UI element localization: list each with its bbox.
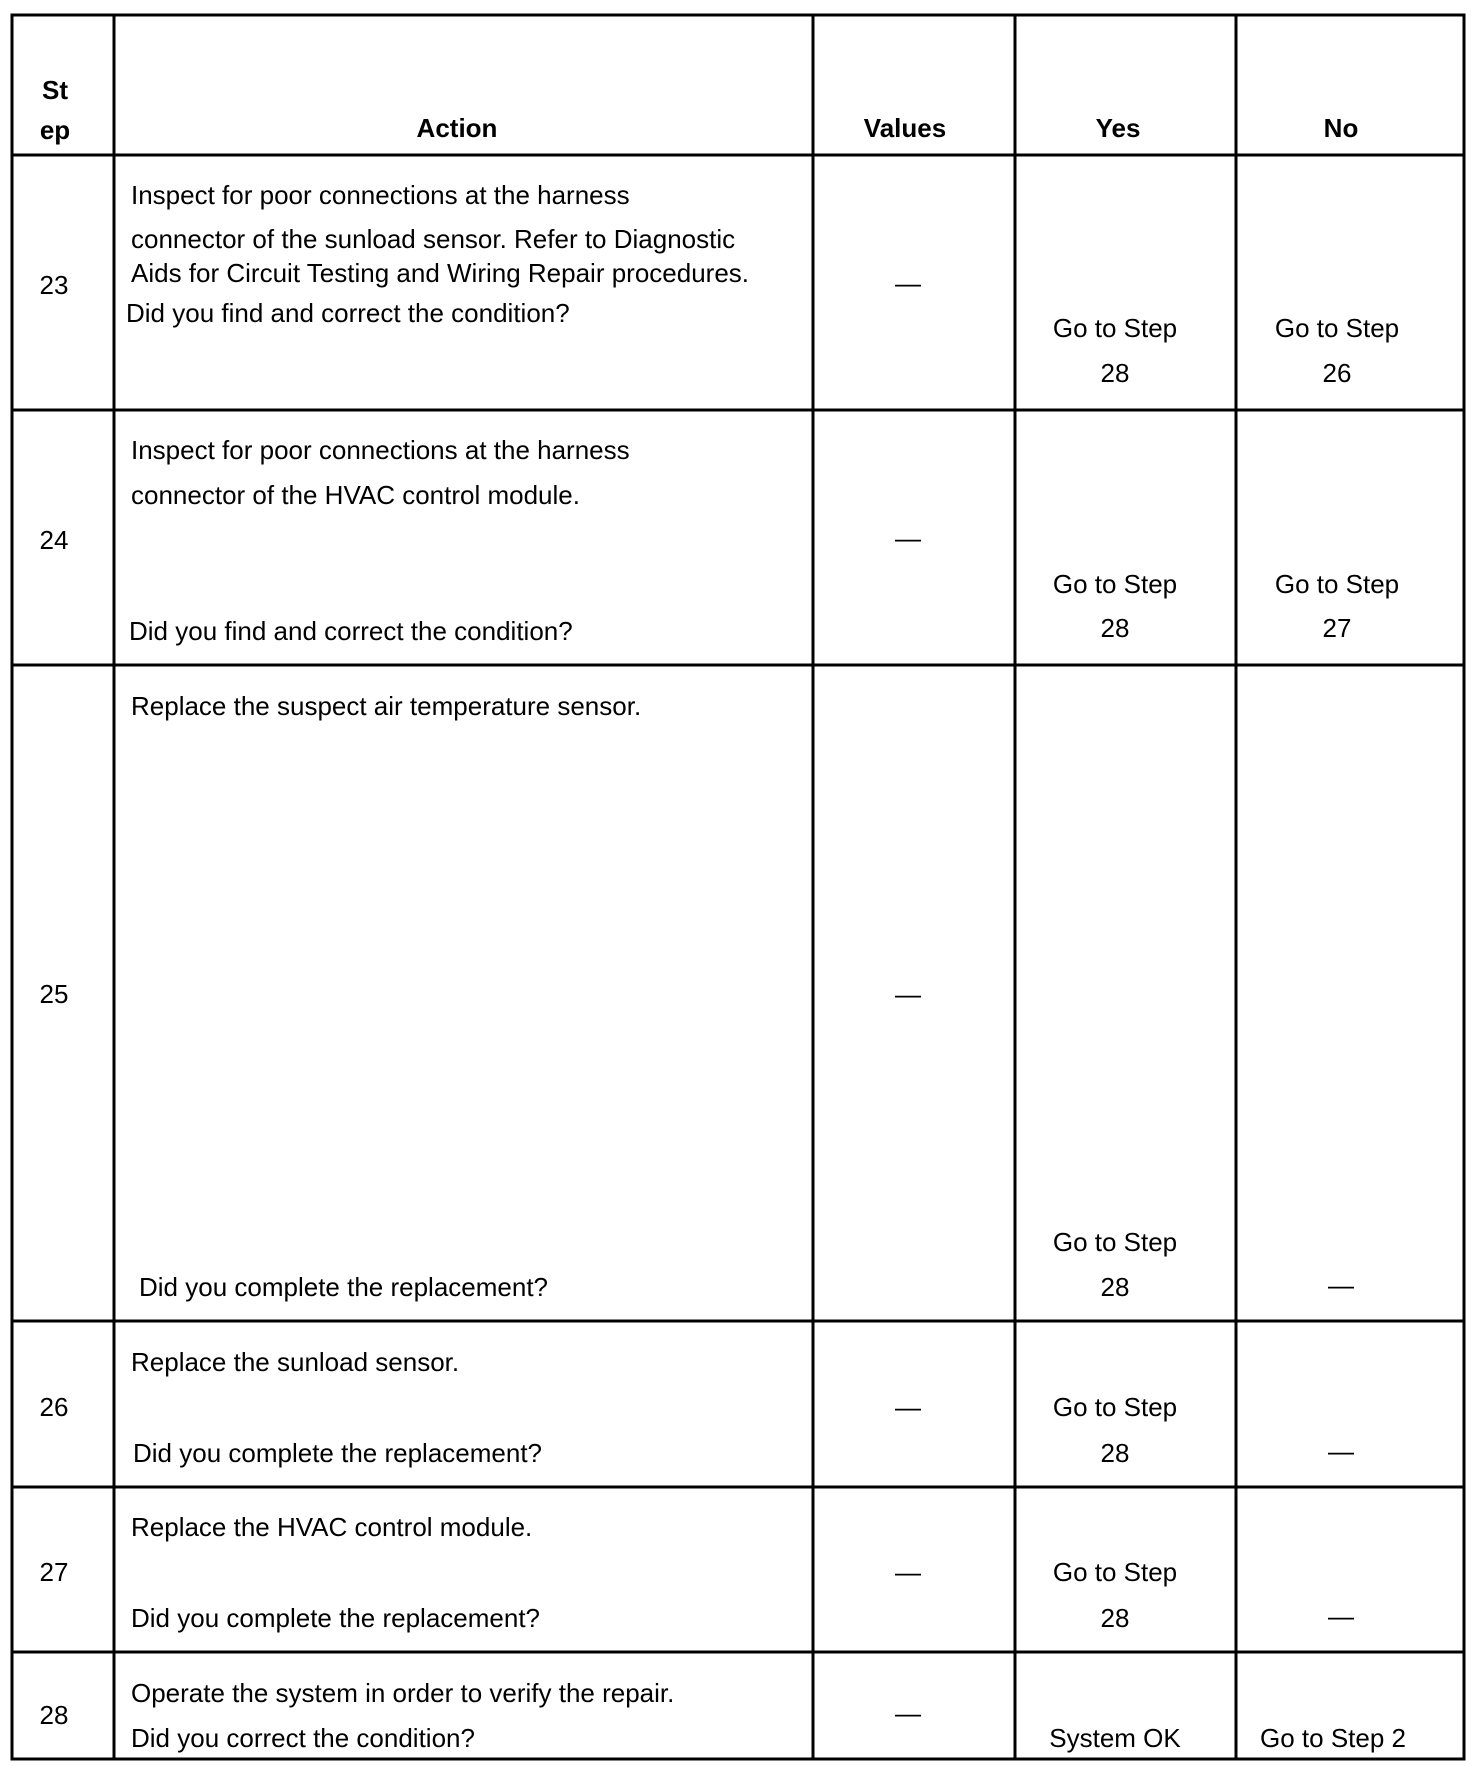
action-question: Did you complete the replacement? <box>131 1603 541 1633</box>
header-no: No <box>1323 113 1359 143</box>
yes-goto: Go to Step <box>1052 313 1178 343</box>
action-text: Replace the HVAC control module. <box>131 1512 533 1542</box>
no-goto: Go to Step 2 <box>1260 1723 1406 1753</box>
yes-goto-step: 28 <box>1100 1438 1130 1468</box>
yes-goto: Go to Step <box>1052 1392 1178 1422</box>
action-text: Aids for Circuit Testing and Wiring Repair procedures. <box>131 258 750 288</box>
no-goto-step: 27 <box>1322 613 1352 643</box>
no-goto: Go to Step <box>1274 313 1400 343</box>
values-dash: — <box>895 1698 921 1728</box>
yes-goto-step: 28 <box>1100 358 1130 388</box>
no-goto: Go to Step <box>1274 569 1400 599</box>
action-text: connector of the sunload sensor. Refer to Diagnostic <box>131 224 736 254</box>
step-number: 28 <box>39 1700 69 1730</box>
action-text: Inspect for poor connections at the harness <box>131 435 630 465</box>
action-question: Did you complete the replacement? <box>133 1438 543 1468</box>
values-dash: — <box>895 1557 921 1587</box>
action-text: connector of the HVAC control module. <box>131 480 580 510</box>
no-dash: — <box>1328 1601 1354 1631</box>
action-text: Replace the sunload sensor. <box>131 1347 460 1377</box>
yes-goto-step: 28 <box>1100 613 1130 643</box>
values-dash: — <box>895 268 921 298</box>
header-values: Values <box>863 113 947 143</box>
action-text: Inspect for poor connections at the harness <box>131 180 630 210</box>
step-number: 24 <box>39 525 69 555</box>
yes-goto: Go to Step <box>1052 1227 1178 1257</box>
step-number: 26 <box>39 1392 69 1422</box>
step-number: 27 <box>39 1557 69 1587</box>
yes-goto-step: 28 <box>1100 1272 1130 1302</box>
values-dash: — <box>895 979 921 1009</box>
action-question: Did you correct the condition? <box>131 1723 475 1753</box>
header-step-line2: ep <box>39 115 71 145</box>
action-question: Did you find and correct the condition? <box>129 616 573 646</box>
values-dash: — <box>895 523 921 553</box>
action-text: Replace the suspect air temperature sensor. <box>131 691 642 721</box>
yes-goto-step: 28 <box>1100 1603 1130 1633</box>
header-step-line1: St <box>42 75 68 105</box>
action-question: Did you find and correct the condition? <box>126 298 570 328</box>
no-dash: — <box>1328 1436 1354 1466</box>
values-dash: — <box>895 1392 921 1422</box>
step-number: 23 <box>39 270 69 300</box>
no-goto-step: 26 <box>1322 358 1352 388</box>
no-dash: — <box>1328 1270 1354 1300</box>
yes-goto: Go to Step <box>1052 569 1178 599</box>
yes-system-ok: System OK <box>1049 1723 1181 1753</box>
action-text: Operate the system in order to verify the repair. <box>131 1678 675 1708</box>
step-number: 25 <box>39 979 69 1009</box>
header-yes: Yes <box>1095 113 1141 143</box>
yes-goto: Go to Step <box>1052 1557 1178 1587</box>
action-question: Did you complete the replacement? <box>139 1272 549 1302</box>
header-action: Action <box>416 113 498 143</box>
